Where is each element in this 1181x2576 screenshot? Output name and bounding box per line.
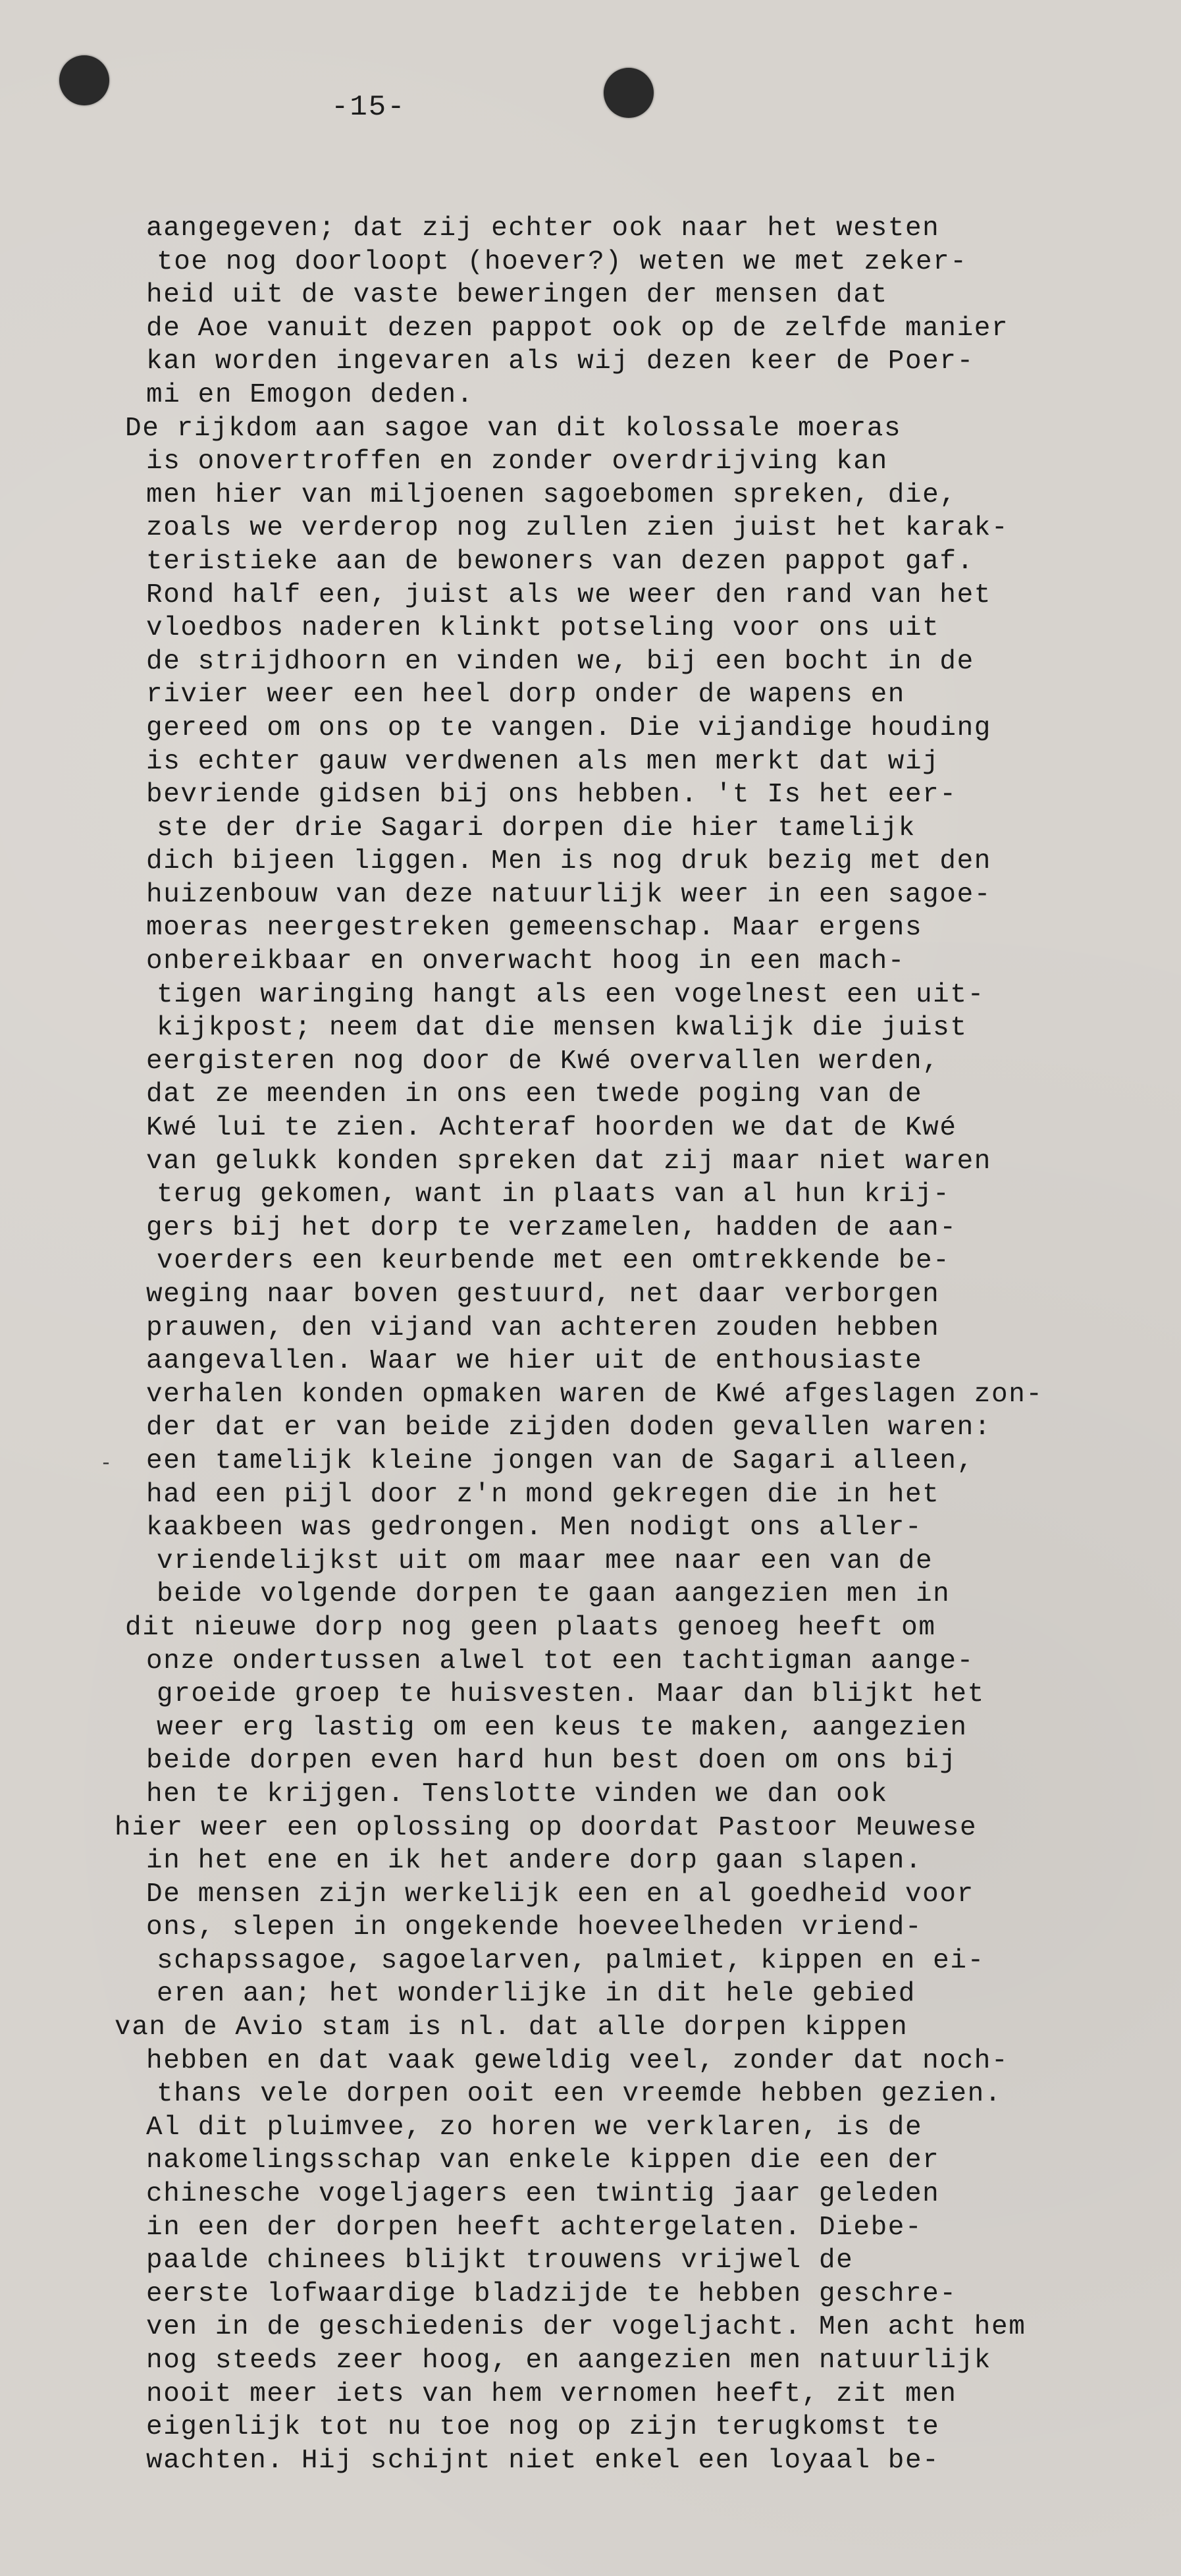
text-line: de strijdhoorn en vinden we, bij een bocht in de: [146, 646, 974, 677]
text-line: eergisteren nog door de Kwé overvallen werden,: [146, 1046, 940, 1077]
text-line: Rond half een, juist als we weer den rand van het: [146, 579, 991, 610]
text-line: vloedbos naderen klinkt potseling voor ons uit: [146, 613, 940, 644]
text-line: men hier van miljoenen sagoebomen spreken, die,: [146, 479, 957, 510]
text-line: hen te krijgen. Tenslotte vinden we dan ook: [146, 1779, 888, 1810]
text-line: nooit meer iets van hem vernomen heeft, zit men: [146, 2378, 957, 2409]
text-line: gereed om ons op te vangen. Die vijandige houding: [146, 712, 991, 743]
text-line: ons, slepen in ongekende hoeveelheden vriend-: [146, 1912, 923, 1943]
text-line: zoals we verderop nog zullen zien juist het karak-: [146, 513, 1009, 544]
text-line: ste der drie Sagari dorpen die hier tamelijk: [157, 813, 916, 844]
text-line: eerste lofwaardige bladzijde te hebben geschre-: [146, 2278, 957, 2309]
text-line: onze ondertussen alwel tot een tachtigman aange-: [146, 1646, 974, 1677]
text-line: nakomelingsschap van enkele kippen die een der: [146, 2145, 940, 2176]
text-line: gers bij het dorp te verzamelen, hadden de aan-: [146, 1212, 957, 1243]
text-line: paalde chinees blijkt trouwens vrijwel de: [146, 2245, 854, 2276]
text-line: van gelukk konden spreken dat zij maar niet waren: [146, 1146, 991, 1177]
text-line: een tamelijk kleine jongen van de Sagari alleen,: [146, 1445, 974, 1476]
text-line: prauwen, den vijand van achteren zouden hebben: [146, 1312, 940, 1343]
text-line: dat ze meenden in ons een twede poging van de: [146, 1079, 923, 1110]
text-line: kaakbeen was gedrongen. Men nodigt ons aller-: [146, 1513, 923, 1543]
text-line: kan worden ingevaren als wij dezen keer de Poer-: [146, 346, 974, 377]
text-line: der dat er van beide zijden doden gevallen waren:: [146, 1412, 991, 1443]
text-line: is onovertroffen en zonder overdrijving kan: [146, 446, 888, 477]
text-line: teristieke aan de bewoners van dezen pappot gaf.: [146, 546, 974, 577]
text-line: hier weer een oplossing op doordat Pastoor Meuwese: [115, 1812, 978, 1843]
punch-hole-left: [59, 55, 109, 105]
text-line: dich bijeen liggen. Men is nog druk bezig met den: [146, 846, 991, 877]
text-line: beide dorpen even hard hun best doen om ons bij: [146, 1746, 957, 1777]
margin-mark: -: [100, 1453, 113, 1475]
page-number: -15-: [331, 91, 406, 124]
text-line: aangevallen. Waar we hier uit de enthousiaste: [146, 1346, 923, 1377]
text-line: de Aoe vanuit dezen pappot ook op de zelfde manier: [146, 313, 1009, 344]
text-line: mi en Emogon deden.: [146, 379, 474, 410]
punch-hole-right: [604, 68, 654, 118]
text-line: huizenbouw van deze natuurlijk weer in een sagoe-: [146, 879, 991, 910]
text-line: heid uit de vaste beweringen der mensen dat: [146, 280, 888, 311]
text-line: bevriende gidsen bij ons hebben. 't Is het eer-: [146, 780, 957, 811]
text-line: thans vele dorpen ooit een vreemde hebben gezien.: [157, 2079, 1002, 2110]
text-line: ven in de geschiedenis der vogeljacht. Men acht hem: [146, 2312, 1026, 2343]
text-line: kijkpost; neem dat die mensen kwalijk die juist: [157, 1013, 968, 1044]
text-line: weging naar boven gestuurd, net daar verborgen: [146, 1279, 940, 1310]
text-line: wachten. Hij schijnt niet enkel een loyaal be-: [146, 2445, 940, 2476]
text-line: chinesche vogeljagers een twintig jaar geleden: [146, 2179, 940, 2210]
text-line: voerders een keurbende met een omtrekkende be-: [157, 1246, 951, 1277]
text-line: verhalen konden opmaken waren de Kwé afgeslagen zon-: [146, 1379, 1043, 1410]
text-line: dit nieuwe dorp nog geen plaats genoeg heeft om: [125, 1612, 936, 1643]
text-line: Kwé lui te zien. Achteraf hoorden we dat de Kwé: [146, 1113, 957, 1144]
text-line: tigen waringing hangt als een vogelnest een uit-: [157, 979, 985, 1010]
text-line: had een pijl door z'n mond gekregen die in het: [146, 1479, 940, 1510]
text-line: vriendelijkst uit om maar mee naar een van de: [157, 1545, 933, 1576]
text-line: nog steeds zeer hoog, en aangezien men natuurlijk: [146, 2346, 991, 2376]
text-line: groeide groep te huisvesten. Maar dan blijkt het: [157, 1679, 985, 1710]
text-line: aangegeven; dat zij echter ook naar het westen: [146, 213, 940, 244]
text-line: in een der dorpen heeft achtergelaten. Diebe-: [146, 2212, 923, 2243]
text-line: beide volgende dorpen te gaan aangezien men in: [157, 1579, 951, 1610]
text-line: rivier weer een heel dorp onder de wapens en: [146, 680, 905, 711]
text-line: schapssagoe, sagoelarven, palmiet, kippen en ei-: [157, 1945, 985, 1976]
typewritten-text-body: [0, 212, 1181, 2477]
text-line: terug gekomen, want in plaats van al hun krij-: [157, 1179, 951, 1210]
text-line: eigenlijk tot nu toe nog op zijn terugkomst te: [146, 2412, 940, 2443]
text-line: weer erg lastig om een keus te maken, aangezien: [157, 1712, 968, 1743]
text-line: onbereikbaar en onverwacht hoog in een mach-: [146, 946, 905, 977]
text-line: in het ene en ik het andere dorp gaan slapen.: [146, 1846, 923, 1877]
text-line: De rijkdom aan sagoe van dit kolossale moeras: [125, 413, 902, 444]
text-line: eren aan; het wonderlijke in dit hele gebied: [157, 1979, 916, 2010]
text-line: van de Avio stam is nl. dat alle dorpen kippen: [115, 2012, 908, 2043]
text-line: is echter gauw verdwenen als men merkt dat wij: [146, 746, 940, 777]
text-line: hebben en dat vaak geweldig veel, zonder dat noch-: [146, 2045, 1009, 2076]
text-line: toe nog doorloopt (hoever?) weten we met zeker-: [157, 246, 968, 277]
text-line: De mensen zijn werkelijk een en al goedheid voor: [146, 1879, 974, 1910]
text-line: Al dit pluimvee, zo horen we verklaren, is de: [146, 2112, 923, 2143]
text-line: moeras neergestreken gemeenschap. Maar ergens: [146, 913, 923, 944]
